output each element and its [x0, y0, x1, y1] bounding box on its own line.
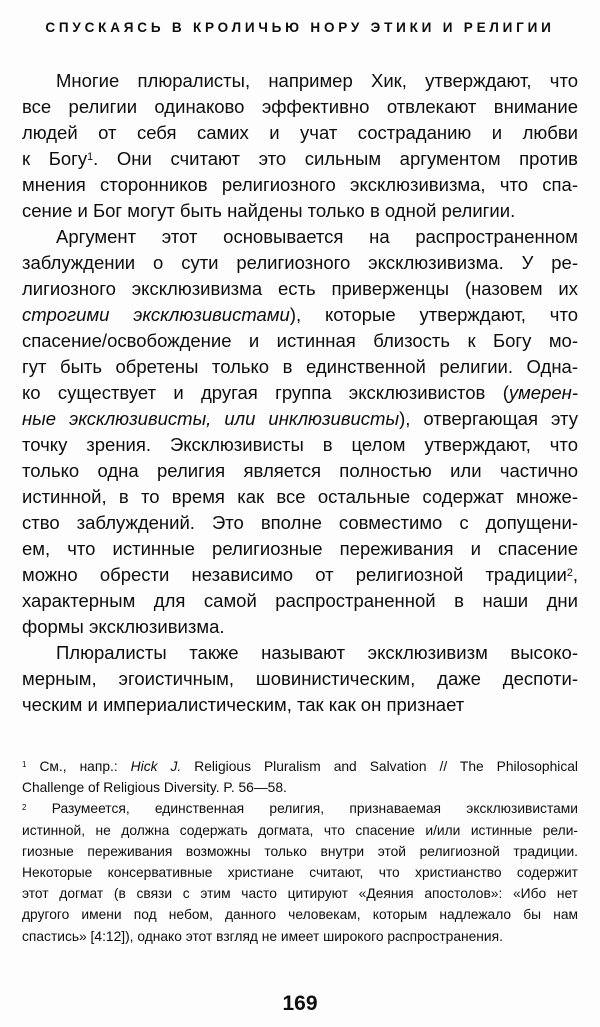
- text-run: можно обрести независимо от религиозной традиции: [22, 564, 567, 585]
- text-line: [22, 484, 578, 510]
- text-run: людей от себя самих и учат состраданию и любви: [22, 122, 578, 143]
- text-run: точку зрения. Эксклюзивисты в целом утверждают, что: [22, 434, 578, 455]
- text-run: формы эксклюзивизма.: [22, 616, 225, 637]
- text-line: [22, 536, 578, 562]
- text-line: [22, 250, 578, 276]
- text-line: [22, 510, 578, 536]
- text-run: этот догмат (в связи с этим часто цитируют «Деяния апостолов»: «Ибо нет: [22, 886, 578, 902]
- text-run: ем, что истинные религиозные переживания и спасение: [22, 538, 578, 559]
- text-line: [22, 328, 578, 354]
- text-line: [22, 432, 578, 458]
- text-run: характерным для самой распространенной в наши дни: [22, 590, 578, 611]
- text-line: [22, 94, 578, 120]
- text-line: [22, 68, 578, 94]
- text-run: мнения сторонников религиозного эксклюзивизма, что спа-: [22, 174, 578, 195]
- text-run: все религии одинаково эффективно отвлекают внимание: [22, 96, 578, 117]
- footnotes: [22, 756, 578, 947]
- text-line: [22, 562, 578, 588]
- footnote-marker: 1: [87, 151, 94, 164]
- text-run: ), отвергающая эту: [399, 408, 578, 429]
- text-run: лигиозного эксклюзивизма есть приверженцы (назовем их: [22, 278, 578, 299]
- italic-text: умерен-: [508, 382, 578, 403]
- text-line: [22, 276, 578, 302]
- text-line: [22, 904, 578, 925]
- italic-text: ные эксклюзивисты, или инклюзивисты: [22, 408, 400, 429]
- text-run: Challenge of Religious Diversity. P. 56—58.: [22, 780, 287, 796]
- text-run: спастись» [4:12]), однако этот взгляд не имеет широкого распространения.: [22, 928, 503, 944]
- text-line: [22, 588, 578, 614]
- text-line: [22, 666, 578, 692]
- text-line: [22, 146, 578, 172]
- text-line: [22, 406, 578, 432]
- text-run: ,: [572, 564, 578, 585]
- italic-text: Hick J.: [130, 759, 182, 774]
- text-line: [22, 883, 578, 904]
- text-run: Аргумент этот основывается на распространенном: [56, 226, 578, 247]
- footnote-marker: 2: [22, 802, 27, 812]
- text-line: [22, 172, 578, 198]
- text-run: истинной, в то время как все остальные содержат множе-: [22, 486, 578, 507]
- footnote-marker: 2: [566, 567, 573, 580]
- text-line: [22, 777, 578, 798]
- text-run: другого имени под небом, данного человекам, которым надлежало бы нам: [22, 907, 578, 923]
- text-run: ческим и империалистическим, так как он признает: [22, 694, 465, 715]
- text-run: истинной, не должна содержать догмата, что спасение и/или истинные рели-: [22, 822, 578, 838]
- text-line: [22, 862, 578, 883]
- text-line: [22, 692, 578, 718]
- text-run: Разумеется, единственная религия, признаваемая эксклюзивистами: [26, 801, 578, 817]
- text-run: ), которые утверждают, что: [289, 304, 578, 325]
- text-run: только одна религия является полностью или частично: [22, 460, 578, 481]
- text-line: [22, 614, 578, 640]
- text-run: . Они считают это сильным аргументом против: [93, 148, 578, 169]
- page-number: 169: [282, 991, 318, 1015]
- text-run: ко существует и другая группа эксклюзивистов (: [22, 382, 509, 403]
- text-run: См., напр.:: [26, 759, 131, 774]
- text-line: [22, 354, 578, 380]
- text-line: [22, 820, 578, 841]
- text-line: [22, 640, 578, 666]
- text-run: спасение/освобождение и истинная близость к Богу мо-: [22, 330, 578, 351]
- body-text: [22, 68, 578, 718]
- text-run: заблуждении о сути религиозного эксклюзивизма. У ре-: [22, 252, 578, 273]
- text-line: [22, 224, 578, 250]
- running-head: СПУСКАЯСЬ В КРОЛИЧЬЮ НОРУ ЭТИКИ И РЕЛИГИИ: [45, 20, 555, 35]
- italic-text: строгими эксклюзивистами: [22, 304, 290, 325]
- text-run: к Богу: [22, 148, 88, 169]
- text-line: [22, 926, 578, 947]
- text-run: Многие плюралисты, например Хик, утверждают, что: [56, 70, 578, 91]
- text-run: ство заблуждений. Это вполне совместимо с допущени-: [22, 512, 578, 533]
- text-line: [22, 120, 578, 146]
- text-run: гиозные переживания возможны только внутри этой религиозной традиции.: [22, 843, 578, 859]
- text-line: [22, 841, 578, 862]
- text-run: Плюралисты также называют эксклюзивизм высоко-: [56, 642, 578, 663]
- text-line: [22, 756, 578, 777]
- text-run: мерным, эгоистичным, шовинистическим, даже деспоти-: [22, 668, 578, 689]
- footnote-marker: 1: [22, 760, 27, 770]
- text-line: [22, 798, 578, 819]
- text-run: сение и Бог могут быть найдены только в одной религии.: [22, 200, 516, 221]
- text-line: [22, 380, 578, 406]
- text-line: [22, 198, 578, 224]
- text-run: гут быть обретены только в единственной религии. Одна-: [22, 356, 578, 377]
- text-line: [22, 302, 578, 328]
- text-line: [22, 458, 578, 484]
- text-run: Religious Pluralism and Salvation // The Philosophical: [181, 759, 578, 774]
- text-run: Некоторые консервативные христиане считают, что христианство содержит: [22, 865, 578, 881]
